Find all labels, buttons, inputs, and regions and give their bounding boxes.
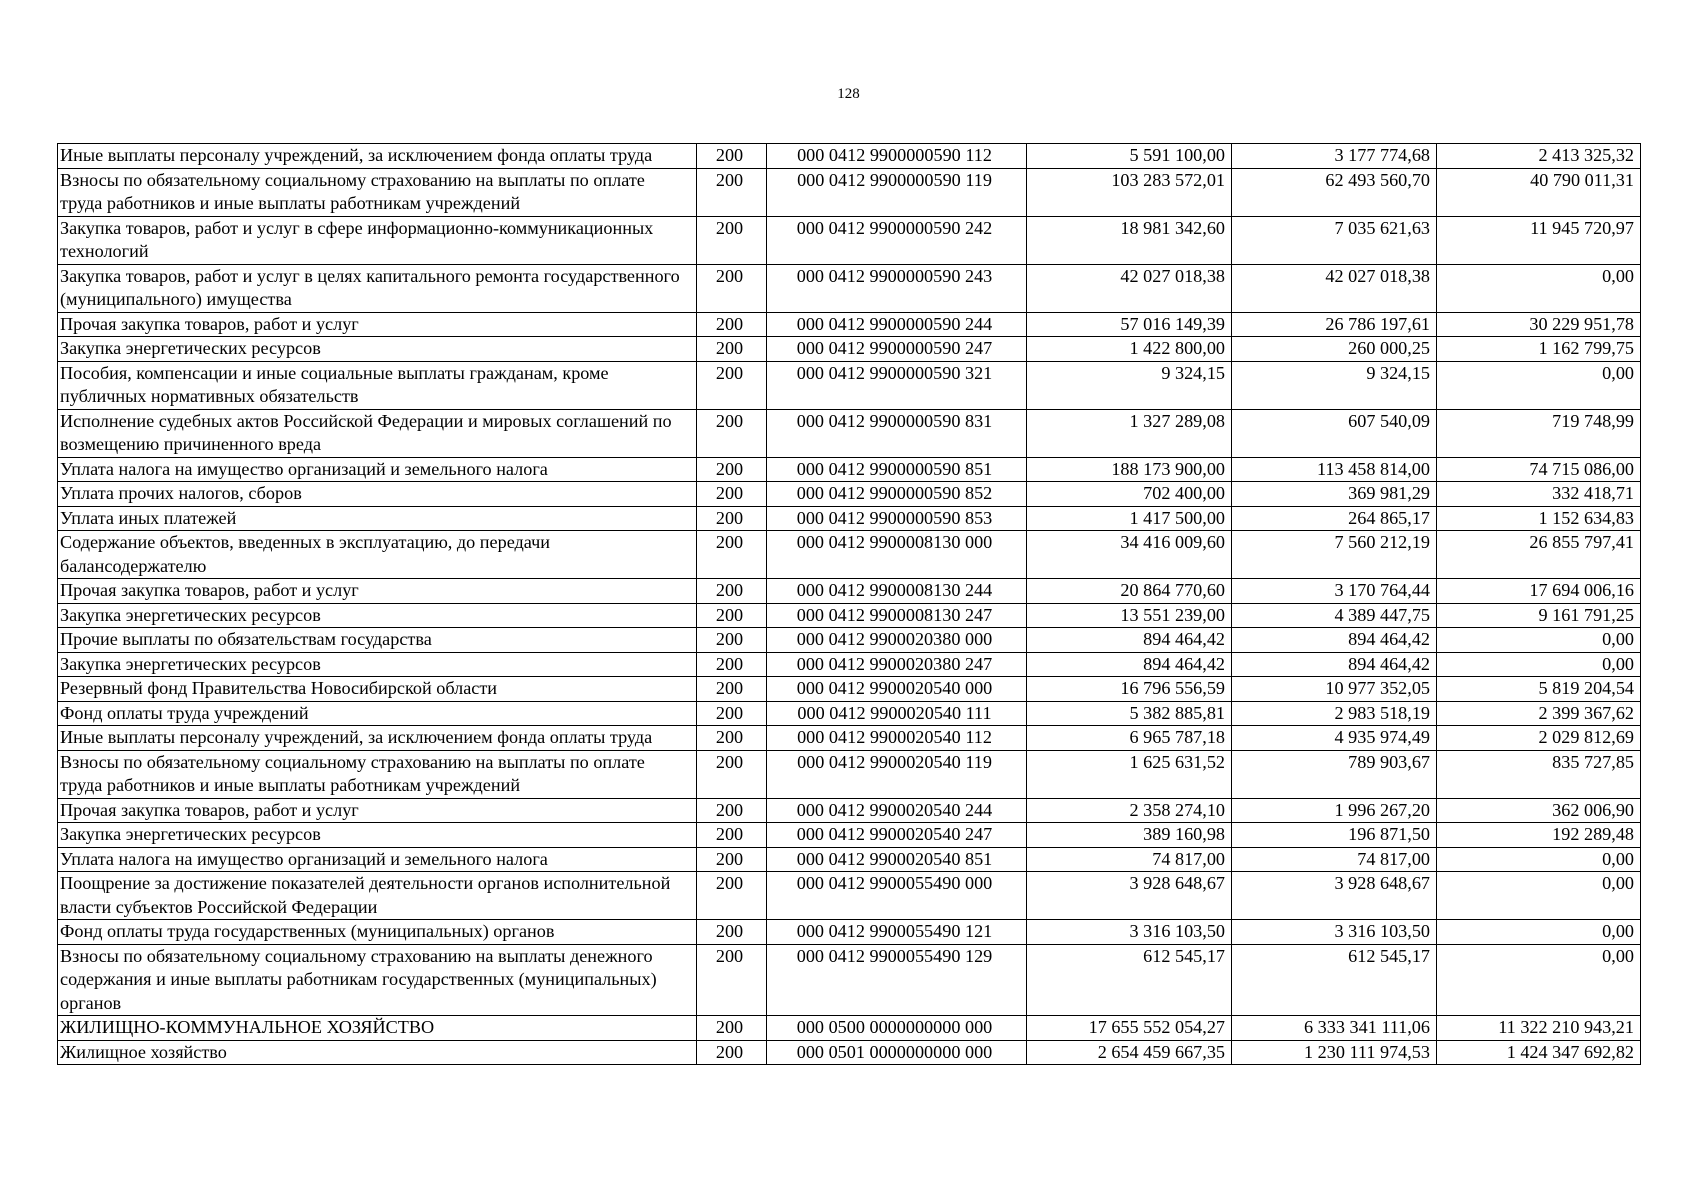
row-unexecuted-amount: 0,00 (1437, 920, 1641, 945)
row-executed-amount: 2 983 518,19 (1232, 701, 1437, 726)
table-row (58, 337, 1641, 362)
row-line-code: 200 (697, 531, 767, 579)
row-name: Взносы по обязательному социальному страхованию на выплаты по оплате труда работников и иные выплаты работникам учреждений (58, 750, 697, 798)
row-approved-amount: 1 327 289,08 (1027, 409, 1232, 457)
row-approved-amount: 42 027 018,38 (1027, 264, 1232, 312)
row-budget-code: 000 0412 9900000590 853 (767, 506, 1027, 531)
row-budget-code: 000 0412 9900008130 244 (767, 579, 1027, 604)
row-line-code: 200 (697, 1016, 767, 1041)
row-approved-amount: 17 655 552 054,27 (1027, 1016, 1232, 1041)
row-executed-amount: 7 560 212,19 (1232, 531, 1437, 579)
row-approved-amount: 894 464,42 (1027, 652, 1232, 677)
row-budget-code: 000 0500 0000000000 000 (767, 1016, 1027, 1041)
row-name: Закупка энергетических ресурсов (58, 652, 697, 677)
row-name: Уплата прочих налогов, сборов (58, 482, 697, 507)
row-name: Прочая закупка товаров, работ и услуг (58, 312, 697, 337)
table-row (58, 457, 1641, 482)
row-unexecuted-amount: 17 694 006,16 (1437, 579, 1641, 604)
row-line-code: 200 (697, 823, 767, 848)
row-budget-code: 000 0412 9900000590 321 (767, 361, 1027, 409)
row-line-code: 200 (697, 798, 767, 823)
row-executed-amount: 3 316 103,50 (1232, 920, 1437, 945)
row-approved-amount: 1 625 631,52 (1027, 750, 1232, 798)
row-approved-amount: 5 591 100,00 (1027, 144, 1232, 169)
row-unexecuted-amount: 719 748,99 (1437, 409, 1641, 457)
row-name: Взносы по обязательному социальному страхованию на выплаты по оплате труда работников и иные выплаты работникам учреждений (58, 168, 697, 216)
row-executed-amount: 62 493 560,70 (1232, 168, 1437, 216)
row-unexecuted-amount: 0,00 (1437, 628, 1641, 653)
page-number: 128 (837, 86, 860, 102)
row-name: Фонд оплаты труда государственных (муниципальных) органов (58, 920, 697, 945)
row-approved-amount: 20 864 770,60 (1027, 579, 1232, 604)
row-executed-amount: 607 540,09 (1232, 409, 1437, 457)
table-row (58, 482, 1641, 507)
row-unexecuted-amount: 26 855 797,41 (1437, 531, 1641, 579)
row-name: Фонд оплаты труда учреждений (58, 701, 697, 726)
table-row (58, 1040, 1641, 1065)
row-line-code: 200 (697, 337, 767, 362)
row-line-code: 200 (697, 628, 767, 653)
table-row (58, 677, 1641, 702)
row-budget-code: 000 0412 9900008130 247 (767, 603, 1027, 628)
row-budget-code: 000 0412 9900000590 112 (767, 144, 1027, 169)
table-row (58, 216, 1641, 264)
table-row (58, 701, 1641, 726)
row-approved-amount: 103 283 572,01 (1027, 168, 1232, 216)
table-row (58, 168, 1641, 216)
row-line-code: 200 (697, 701, 767, 726)
table-row (58, 798, 1641, 823)
row-executed-amount: 26 786 197,61 (1232, 312, 1437, 337)
row-executed-amount: 612 545,17 (1232, 944, 1437, 1016)
row-line-code: 200 (697, 482, 767, 507)
row-approved-amount: 74 817,00 (1027, 847, 1232, 872)
row-name: Пособия, компенсации и иные социальные выплаты гражданам, кроме публичных нормативных обязательств (58, 361, 697, 409)
row-executed-amount: 1 996 267,20 (1232, 798, 1437, 823)
row-line-code: 200 (697, 603, 767, 628)
row-approved-amount: 894 464,42 (1027, 628, 1232, 653)
table-row (58, 628, 1641, 653)
row-budget-code: 000 0412 9900000590 851 (767, 457, 1027, 482)
row-line-code: 200 (697, 457, 767, 482)
table-row (58, 361, 1641, 409)
row-approved-amount: 1 422 800,00 (1027, 337, 1232, 362)
row-line-code: 200 (697, 872, 767, 920)
row-line-code: 200 (697, 579, 767, 604)
row-budget-code: 000 0412 9900000590 242 (767, 216, 1027, 264)
row-approved-amount: 3 316 103,50 (1027, 920, 1232, 945)
row-unexecuted-amount: 30 229 951,78 (1437, 312, 1641, 337)
row-name: Исполнение судебных актов Российской Федерации и мировых соглашений по возмещению причиненного вреда (58, 409, 697, 457)
row-executed-amount: 264 865,17 (1232, 506, 1437, 531)
row-unexecuted-amount: 0,00 (1437, 361, 1641, 409)
row-name: Резервный фонд Правительства Новосибирской области (58, 677, 697, 702)
row-line-code: 200 (697, 409, 767, 457)
row-line-code: 200 (697, 726, 767, 751)
row-budget-code: 000 0412 9900055490 129 (767, 944, 1027, 1016)
row-executed-amount: 4 935 974,49 (1232, 726, 1437, 751)
row-line-code: 200 (697, 144, 767, 169)
row-name: Уплата иных платежей (58, 506, 697, 531)
table-row (58, 506, 1641, 531)
row-line-code: 200 (697, 847, 767, 872)
row-name: Закупка товаров, работ и услуг в сфере информационно-коммуникационных технологий (58, 216, 697, 264)
row-executed-amount: 1 230 111 974,53 (1232, 1040, 1437, 1065)
row-unexecuted-amount: 2 029 812,69 (1437, 726, 1641, 751)
row-unexecuted-amount: 2 413 325,32 (1437, 144, 1641, 169)
table-row (58, 603, 1641, 628)
row-approved-amount: 57 016 149,39 (1027, 312, 1232, 337)
row-name: Прочая закупка товаров, работ и услуг (58, 798, 697, 823)
row-name: Уплата налога на имущество организаций и земельного налога (58, 457, 697, 482)
table-row (58, 920, 1641, 945)
row-budget-code: 000 0412 9900020380 000 (767, 628, 1027, 653)
row-name: ЖИЛИЩНО-КОММУНАЛЬНОЕ ХОЗЯЙСТВО (58, 1016, 697, 1041)
row-approved-amount: 702 400,00 (1027, 482, 1232, 507)
row-budget-code: 000 0412 9900020540 851 (767, 847, 1027, 872)
row-unexecuted-amount: 11 322 210 943,21 (1437, 1016, 1641, 1041)
row-name: Иные выплаты персоналу учреждений, за исключением фонда оплаты труда (58, 144, 697, 169)
row-budget-code: 000 0412 9900020380 247 (767, 652, 1027, 677)
row-executed-amount: 74 817,00 (1232, 847, 1437, 872)
row-unexecuted-amount: 11 945 720,97 (1437, 216, 1641, 264)
row-unexecuted-amount: 9 161 791,25 (1437, 603, 1641, 628)
row-line-code: 200 (697, 216, 767, 264)
row-name: Жилищное хозяйство (58, 1040, 697, 1065)
row-name: Закупка энергетических ресурсов (58, 603, 697, 628)
row-name: Поощрение за достижение показателей деятельности органов исполнительной власти субъектов Российской Федерации (58, 872, 697, 920)
row-executed-amount: 113 458 814,00 (1232, 457, 1437, 482)
table-row (58, 579, 1641, 604)
row-approved-amount: 188 173 900,00 (1027, 457, 1232, 482)
row-budget-code: 000 0412 9900020540 244 (767, 798, 1027, 823)
row-approved-amount: 1 417 500,00 (1027, 506, 1232, 531)
table-row (58, 409, 1641, 457)
row-approved-amount: 389 160,98 (1027, 823, 1232, 848)
row-executed-amount: 7 035 621,63 (1232, 216, 1437, 264)
row-approved-amount: 5 382 885,81 (1027, 701, 1232, 726)
row-approved-amount: 13 551 239,00 (1027, 603, 1232, 628)
row-unexecuted-amount: 5 819 204,54 (1437, 677, 1641, 702)
row-budget-code: 000 0412 9900008130 000 (767, 531, 1027, 579)
row-budget-code: 000 0412 9900000590 831 (767, 409, 1027, 457)
table-row (58, 531, 1641, 579)
row-approved-amount: 16 796 556,59 (1027, 677, 1232, 702)
row-budget-code: 000 0501 0000000000 000 (767, 1040, 1027, 1065)
row-approved-amount: 18 981 342,60 (1027, 216, 1232, 264)
row-budget-code: 000 0412 9900020540 111 (767, 701, 1027, 726)
row-unexecuted-amount: 40 790 011,31 (1437, 168, 1641, 216)
table-row (58, 823, 1641, 848)
table-row (58, 872, 1641, 920)
row-line-code: 200 (697, 264, 767, 312)
row-unexecuted-amount: 0,00 (1437, 652, 1641, 677)
row-budget-code: 000 0412 9900000590 119 (767, 168, 1027, 216)
row-unexecuted-amount: 0,00 (1437, 264, 1641, 312)
row-approved-amount: 612 545,17 (1027, 944, 1232, 1016)
row-executed-amount: 6 333 341 111,06 (1232, 1016, 1437, 1041)
row-line-code: 200 (697, 652, 767, 677)
row-executed-amount: 3 177 774,68 (1232, 144, 1437, 169)
row-budget-code: 000 0412 9900020540 119 (767, 750, 1027, 798)
budget-table (57, 143, 1641, 1065)
row-budget-code: 000 0412 9900020540 000 (767, 677, 1027, 702)
row-executed-amount: 3 928 648,67 (1232, 872, 1437, 920)
row-budget-code: 000 0412 9900000590 852 (767, 482, 1027, 507)
row-line-code: 200 (697, 1040, 767, 1065)
row-executed-amount: 42 027 018,38 (1232, 264, 1437, 312)
row-executed-amount: 10 977 352,05 (1232, 677, 1437, 702)
row-unexecuted-amount: 192 289,48 (1437, 823, 1641, 848)
row-budget-code: 000 0412 9900020540 112 (767, 726, 1027, 751)
row-line-code: 200 (697, 506, 767, 531)
table-row (58, 312, 1641, 337)
table-row (58, 1016, 1641, 1041)
row-unexecuted-amount: 835 727,85 (1437, 750, 1641, 798)
row-unexecuted-amount: 74 715 086,00 (1437, 457, 1641, 482)
row-name: Прочие выплаты по обязательствам государства (58, 628, 697, 653)
row-budget-code: 000 0412 9900000590 247 (767, 337, 1027, 362)
table-row (58, 652, 1641, 677)
row-executed-amount: 3 170 764,44 (1232, 579, 1437, 604)
table-row (58, 750, 1641, 798)
row-name: Содержание объектов, введенных в эксплуатацию, до передачи балансодержателю (58, 531, 697, 579)
row-executed-amount: 894 464,42 (1232, 628, 1437, 653)
row-line-code: 200 (697, 944, 767, 1016)
row-unexecuted-amount: 0,00 (1437, 872, 1641, 920)
table-row (58, 847, 1641, 872)
row-unexecuted-amount: 2 399 367,62 (1437, 701, 1641, 726)
table-row (58, 726, 1641, 751)
row-name: Закупка товаров, работ и услуг в целях капитального ремонта государственного (муниципального) имущества (58, 264, 697, 312)
row-unexecuted-amount: 0,00 (1437, 847, 1641, 872)
row-name: Взносы по обязательному социальному страхованию на выплаты денежного содержания и иные выплаты работникам государственных (муниципальных) органов (58, 944, 697, 1016)
row-executed-amount: 369 981,29 (1232, 482, 1437, 507)
row-approved-amount: 34 416 009,60 (1027, 531, 1232, 579)
row-line-code: 200 (697, 750, 767, 798)
row-executed-amount: 894 464,42 (1232, 652, 1437, 677)
row-name: Закупка энергетических ресурсов (58, 823, 697, 848)
row-budget-code: 000 0412 9900055490 121 (767, 920, 1027, 945)
row-unexecuted-amount: 0,00 (1437, 944, 1641, 1016)
row-approved-amount: 9 324,15 (1027, 361, 1232, 409)
row-executed-amount: 4 389 447,75 (1232, 603, 1437, 628)
row-unexecuted-amount: 1 152 634,83 (1437, 506, 1641, 531)
row-executed-amount: 196 871,50 (1232, 823, 1437, 848)
row-budget-code: 000 0412 9900020540 247 (767, 823, 1027, 848)
row-approved-amount: 2 358 274,10 (1027, 798, 1232, 823)
row-executed-amount: 260 000,25 (1232, 337, 1437, 362)
row-unexecuted-amount: 1 162 799,75 (1437, 337, 1641, 362)
row-name: Иные выплаты персоналу учреждений, за исключением фонда оплаты труда (58, 726, 697, 751)
row-line-code: 200 (697, 677, 767, 702)
row-unexecuted-amount: 332 418,71 (1437, 482, 1641, 507)
row-budget-code: 000 0412 9900000590 243 (767, 264, 1027, 312)
row-name: Закупка энергетических ресурсов (58, 337, 697, 362)
table-body (58, 144, 1641, 1065)
row-unexecuted-amount: 362 006,90 (1437, 798, 1641, 823)
row-line-code: 200 (697, 361, 767, 409)
row-budget-code: 000 0412 9900055490 000 (767, 872, 1027, 920)
table-row (58, 144, 1641, 169)
row-name: Уплата налога на имущество организаций и земельного налога (58, 847, 697, 872)
row-line-code: 200 (697, 168, 767, 216)
row-line-code: 200 (697, 312, 767, 337)
table-row (58, 264, 1641, 312)
row-executed-amount: 789 903,67 (1232, 750, 1437, 798)
row-line-code: 200 (697, 920, 767, 945)
row-approved-amount: 6 965 787,18 (1027, 726, 1232, 751)
row-executed-amount: 9 324,15 (1232, 361, 1437, 409)
row-unexecuted-amount: 1 424 347 692,82 (1437, 1040, 1641, 1065)
row-name: Прочая закупка товаров, работ и услуг (58, 579, 697, 604)
table-row (58, 944, 1641, 1016)
row-approved-amount: 3 928 648,67 (1027, 872, 1232, 920)
row-budget-code: 000 0412 9900000590 244 (767, 312, 1027, 337)
row-approved-amount: 2 654 459 667,35 (1027, 1040, 1232, 1065)
